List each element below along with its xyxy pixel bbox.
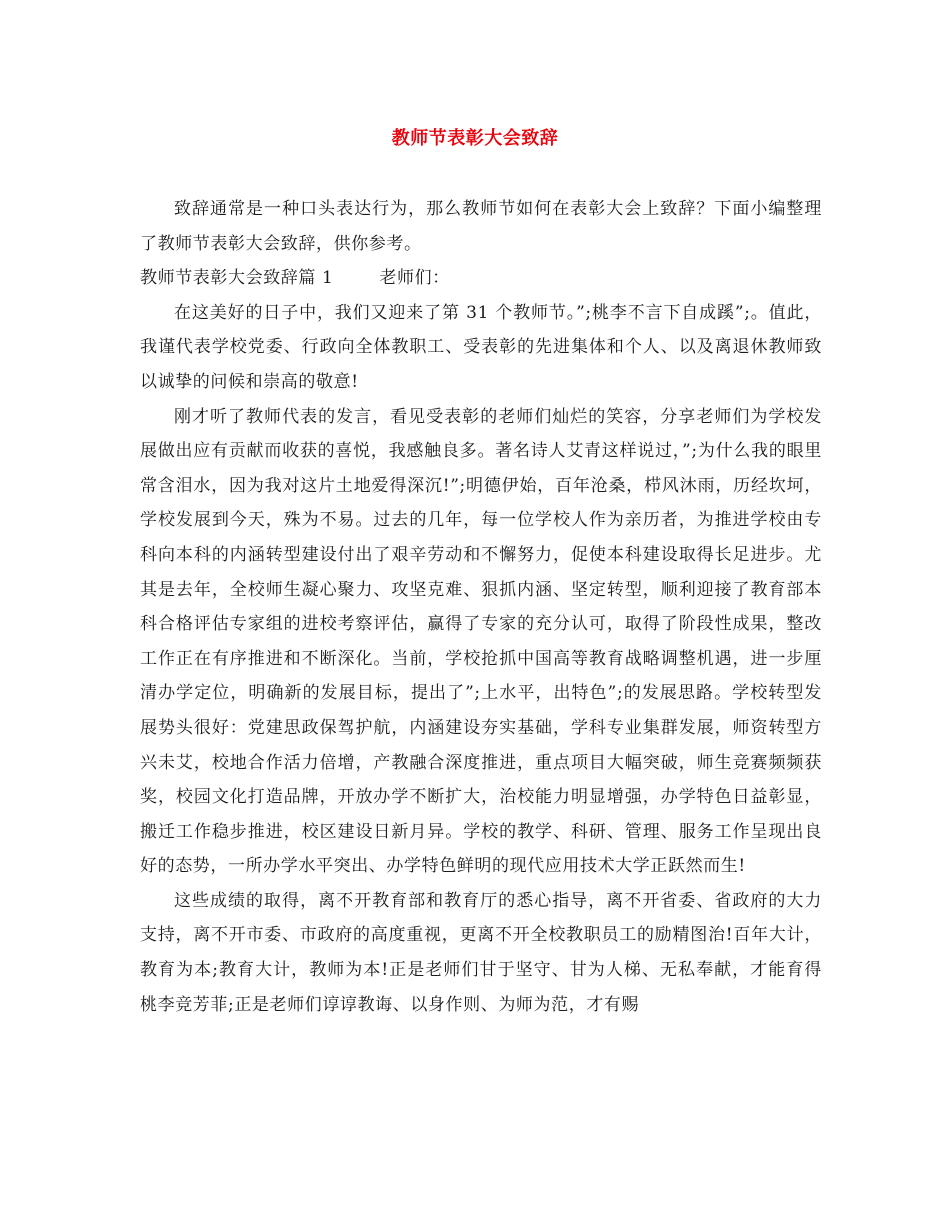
body-paragraph-1: 在这美好的日子中，我们又迎来了第 31 个教师节。”;桃李不言下自成蹊”;。值此，我谨代表学校党委、行政向全体教职工、受表彰的先进集体和个人、以及离退休教师致以诚挚的问候和崇高的敬意! (140, 302, 822, 392)
salutation: 老师们： (379, 268, 450, 289)
body-paragraph-2: 刚才听了教师代表的发言，看见受表彰的老师们灿烂的笑容，分享老师们为学校发展做出应有贡献而收获的喜悦，我感触良多。著名诗人艾青这样说过，”;为什么我的眼里常含泪水，因为我对这片土地爱得深沉!”;明德伊始，百年沧桑，栉风沐雨，历经坎坷，学校发展到今天，殊为不易。过去的几年，每一位学校人作为亲历者，为推进学校由专科向本科的内涵转型建设付出了艰辛劳动和不懈努力，促使本科建设取得长足进步。尤其是去年，全校师生凝心聚力、攻坚克难、狠抓内涵、坚定转型，顺利迎接了教育部本科合格评估专家组的进校考察评估，赢得了专家的充分认可，取得了阶段性成果，整改工作正在有序推进和不断深化。当前，学校抢抓中国高等教育战略调整机遇，进一步厘清办学定位，明确新的发展目标，提出了”;上水平，出特色”;的发展思路。学校转型发展势头很好：党建思政保驾护航，内涵建设夯实基础，学科专业集群发展，师资转型方兴未艾，校地合作活力倍增，产教融合深度推进，重点项目大幅突破，师生竞赛频频获奖，校园文化打造品牌，开放办学不断扩大，治校能力明显增强，办学特色日益彰显，搬迁工作稳步推进，校区建设日新月异。学校的教学、科研、管理、服务工作呈现出良好的态势，一所办学水平突出、办学特色鲜明的现代应用技术大学正跃然而生! (140, 406, 822, 877)
document-title: 教师节表彰大会致辞 (391, 128, 559, 149)
intro-paragraph: 致辞通常是一种口头表达行为，那么教师节如何在表彰大会上致辞？下面小编整理了教师节表彰大会致辞，供你参考。 (140, 199, 822, 254)
section-heading: 教师节表彰大会致辞篇 1 (140, 268, 334, 289)
section-heading-line (140, 261, 822, 296)
document-body (140, 192, 822, 1022)
body-paragraph-3: 这些成绩的取得，离不开教育部和教育厅的悉心指导，离不开省委、省政府的大力支持，离不开市委、市政府的高度重视，更离不开全校教职员工的励精图治!百年大计，教育为本;教育大计，教师为本!正是老师们甘于坚守、甘为人梯、无私奉献，才能育得桃李竞芳菲;正是老师们谆谆教诲、以身作则、为师为范，才有赐 (140, 890, 822, 1015)
